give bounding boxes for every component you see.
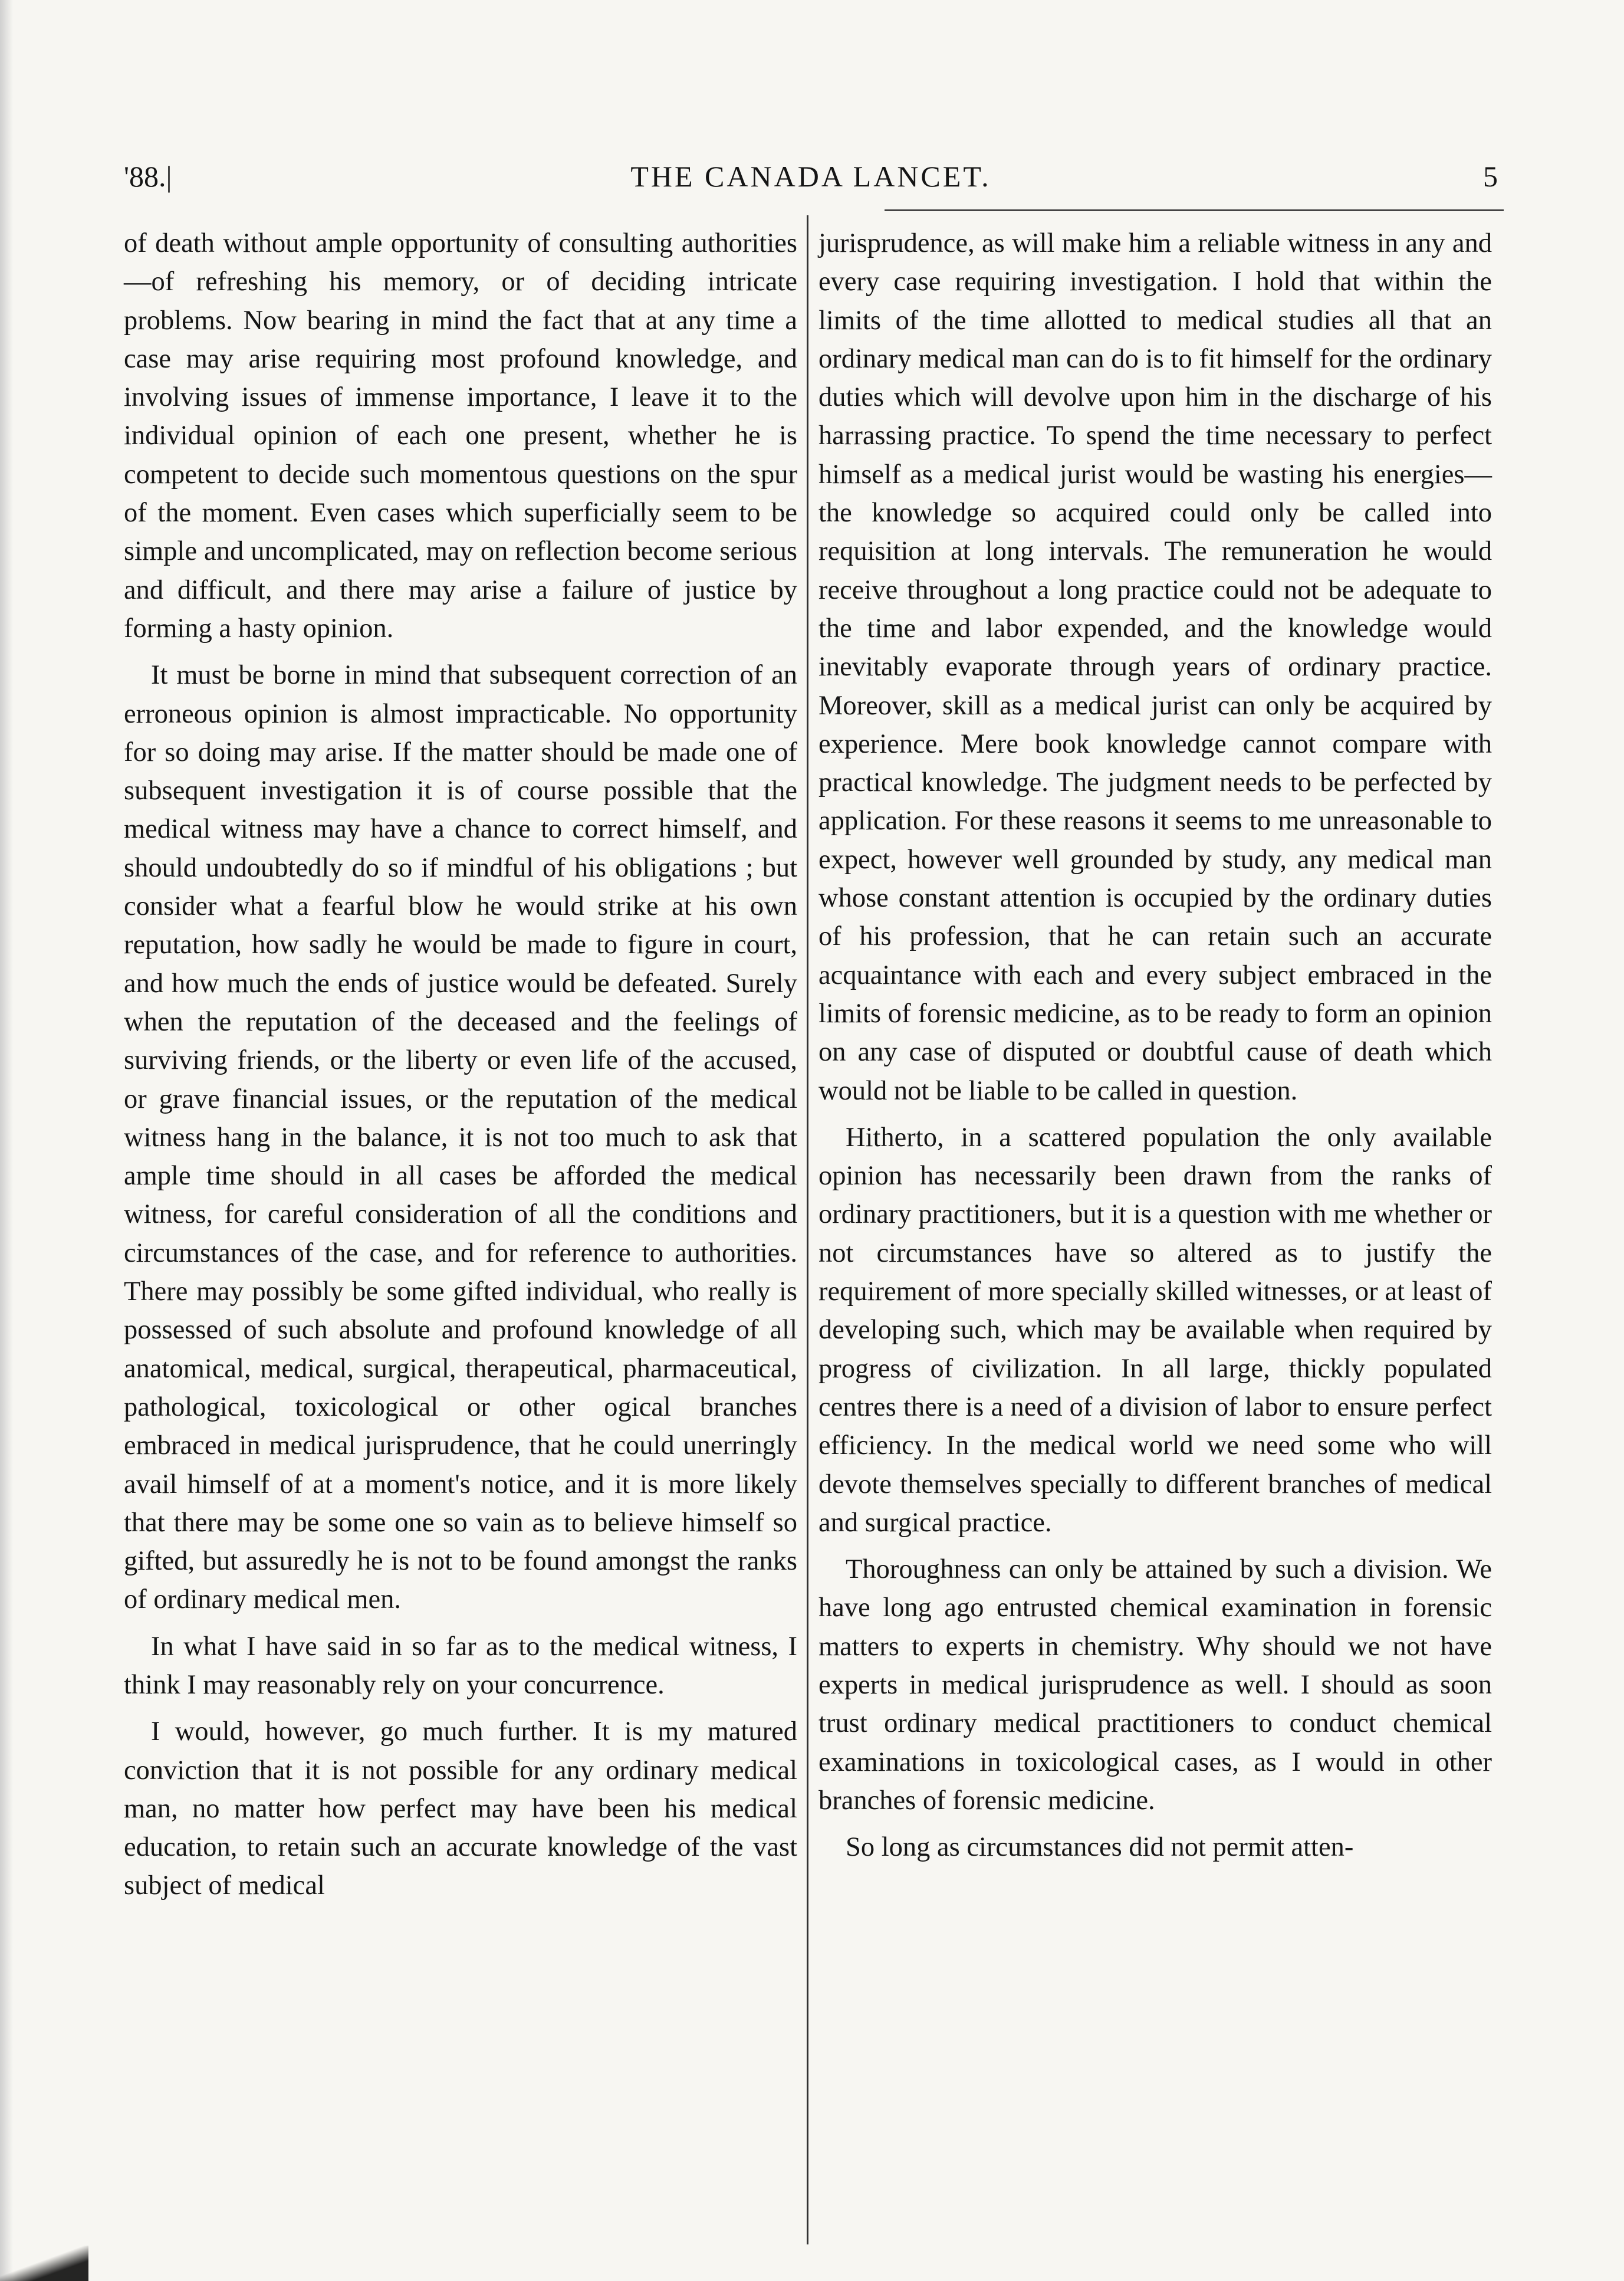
paragraph: Hitherto, in a scattered population the only available opinion has necessarily been drawn from the ranks of ordinary practitioners, but it is a question with me whether or not circumstances have so altered as to justify the requirement of more specially skilled witnesses, or at least of developing such, which may be available when required by progress of civilization. In all large, thickly populated centres there is a need of a division of labor to ensure perfect efficiency. In the medical world we need some who will devote themselves specially to different branches of medical and surgical practice. (818, 1122, 1492, 1538)
running-header (124, 159, 1498, 201)
page-number: 5 (1483, 160, 1498, 193)
paragraph: of death without ample opportunity of consulting authorities—of refreshing his memory, or of deciding intricate problems. Now bearing in mind the fact that at any time a case may arise requiring most profound knowledge, and involving issues of immense importance, I leave it to the individual opinion of each one present, whether he is competent to decide such momentous questions on the spur of the moment. Even cases which superficially seem to be simple and uncomplicated, may on reflection become serious and difficult, and there may arise a failure of justice by forming a hasty opinion. (124, 228, 797, 644)
paragraph: In what I have said in so far as to the medical witness, I think I may reasonably rely on your concurrence. (124, 1631, 797, 1700)
column-divider (807, 215, 808, 2244)
paragraph: I would, however, go much further. It is my matured conviction that it is not possible for any ordinary medical man, no matter how perfect may have been his medical education, to retain such an accurate knowledge of the vast subject of medical (124, 1717, 797, 1901)
page-edge-shadow (0, 0, 13, 2281)
paragraph: Thoroughness can only be attained by such a division. We have long ago entrusted chemical examination in forensic matters to experts in chemistry. Why should we not have experts in medical jurisprudence as well. I should as soon trust ordinary medical practitioners to conduct chemical examinations in toxicological cases, as I would in other branches of forensic medicine. (818, 1554, 1492, 1816)
paragraph: So long as circumstances did not permit atten- (846, 1832, 1354, 1863)
left-column (124, 224, 797, 1914)
paragraph: It must be borne in mind that subsequent correction of an erroneous opinion is almost impracticable. No opportunity for so doing may arise. If the matter should be made one of subsequent investigation it is of course possible that the medical witness may have a chance to correct himself, and should undoubtedly do so if mindful of his obligations ; but consider what a fearful blow he would strike at his own reputation, how sadly he would be made to figure in court, and how much the ends of justice would be defeated. Surely when the reputation of the deceased and the feelings of surviving friends, or the liberty or even life of the accused, or grave financial issues, or the reputation of the medical witness hang in the balance, it is not too much to ask that ample time should in all cases be afforded the medical witness, for careful consideration of all the conditions and circumstances of the case, and for reference to authorities. There may possibly be some gifted individual, who really is possessed of such absolute and profound knowledge of all anatomical, medical, surgical, therapeutical, pharmaceutical, pathological, toxicological or other ogical branches embraced in medical jurisprudence, that he could unerringly avail himself of at a moment's notice, and it is more likely that there may be some one so vain as to believe himself so gifted, but assuredly he is not to be found amongst the ranks of ordinary medical men. (124, 660, 797, 1615)
header-year: '88.| (124, 160, 172, 193)
binding-shadow (0, 2246, 88, 2281)
journal-title: THE CANADA LANCET. (630, 160, 991, 193)
header-rule (885, 209, 1504, 211)
right-column (818, 224, 1492, 1875)
paragraph: jurisprudence, as will make him a reliable witness in any and every case requiring investigation. I hold that within the limits of the time allotted to medical studies all that an ordinary medical man can do is to fit himself for the ordinary duties which will devolve upon him in the discharge of his harrassing practice. To spend the time necessary to perfect himself as a medical jurist would be wasting his energies—the knowledge so acquired could only be called into requisition at long intervals. The remuneration he would receive throughout a long practice could not be adequate to the time and labor expended, and the knowledge would inevitably evaporate through years of ordinary practice. Moreover, skill as a medical jurist can only be acquired by experience. Mere book knowledge cannot compare with practical knowledge. The judgment needs to be perfected by application. For these reasons it seems to me unreasonable to expect, however well grounded by study, any medical man whose constant attention is occupied by the ordinary duties of his profession, that he can retain such an accurate acquaintance with each and every subject embraced in the limits of forensic medicine, as to be ready to form an opinion on any case of disputed or doubtful cause of death which would not be liable to be called in question. (818, 228, 1492, 1106)
